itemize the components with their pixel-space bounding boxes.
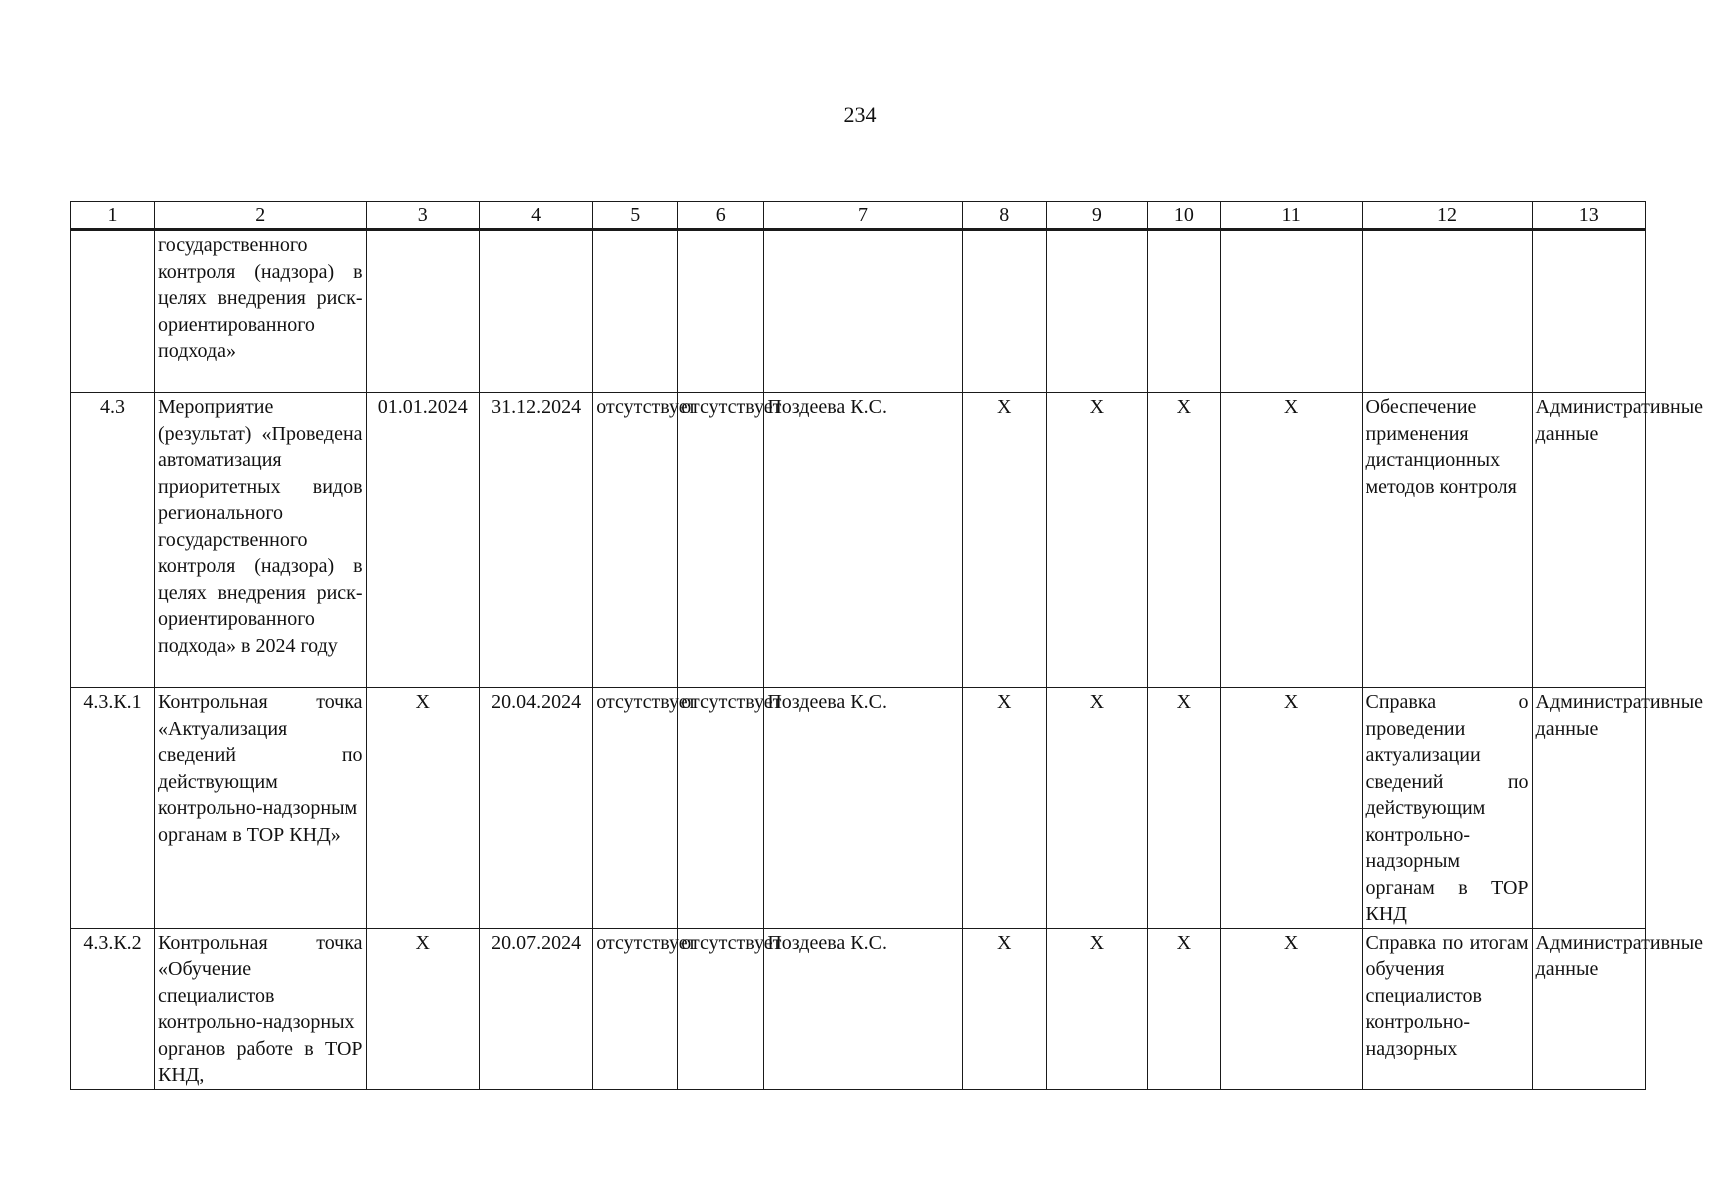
row-number-cell: 4.3.К.1 [71,688,155,929]
column-10-cell: Х [1147,928,1220,1089]
responsible-cell [764,230,962,393]
column-header: 6 [678,202,764,230]
column-header: 3 [366,202,479,230]
source-cell: Административные данные [1532,393,1645,688]
plan-table [70,201,1704,1090]
table-row [71,393,1646,688]
end-date-cell: 31.12.2024 [479,393,592,688]
column-8-cell: Х [962,393,1046,688]
column-10-cell: Х [1147,688,1220,929]
column-header: 12 [1362,202,1532,230]
column-header: 2 [155,202,367,230]
column-11-cell: Х [1220,688,1362,929]
column-6-cell: отсутствует [678,688,764,929]
column-5-cell: отсутствует [593,688,678,929]
column-header: 5 [593,202,678,230]
column-9-cell: Х [1046,688,1147,929]
responsible-cell: Поздеева К.С. [764,393,962,688]
row-number-cell [71,230,155,393]
column-5-cell: отсутствует [593,928,678,1089]
column-9-cell: Х [1046,928,1147,1089]
end-date-cell: 20.04.2024 [479,688,592,929]
row-number-cell: 4.3 [71,393,155,688]
column-6-cell [678,230,764,393]
start-date-cell: Х [366,688,479,929]
column-11-cell [1220,230,1362,393]
column-8-cell: Х [962,928,1046,1089]
column-6-cell: отсутствует [678,393,764,688]
column-number-row [71,202,1646,230]
column-header: 9 [1046,202,1147,230]
column-header: 10 [1147,202,1220,230]
column-8-cell: Х [962,688,1046,929]
table-row [71,688,1646,929]
end-date-cell: 20.07.2024 [479,928,592,1089]
column-11-cell: Х [1220,928,1362,1089]
source-cell [1532,230,1645,393]
row-name-cell: Контрольная точка «Обучение специалистов контрольно-надзорных органов работе в ТОР КНД, [155,928,367,1089]
responsible-cell: Поздеева К.С. [764,688,962,929]
end-date-cell [479,230,592,393]
column-5-cell [593,230,678,393]
column-9-cell [1046,230,1147,393]
column-header: 11 [1220,202,1362,230]
table-row [71,928,1646,1089]
description-cell: Справка о проведении актуализации сведений по действующим контрольно-надзорным органам в ТОР КНД [1362,688,1532,929]
row-name-cell: Контрольная точка «Актуализация сведений по действующим контрольно-надзорным органам в ТОР КНД» [155,688,367,929]
start-date-cell: Х [366,928,479,1089]
start-date-cell [366,230,479,393]
column-header: 8 [962,202,1046,230]
column-5-cell: отсутствует [593,393,678,688]
description-cell [1362,230,1532,393]
start-date-cell: 01.01.2024 [366,393,479,688]
column-10-cell: Х [1147,393,1220,688]
column-10-cell [1147,230,1220,393]
column-11-cell: Х [1220,393,1362,688]
table-row [71,230,1646,393]
source-cell: Административные данные [1532,688,1645,929]
column-9-cell: Х [1046,393,1147,688]
column-header: 4 [479,202,592,230]
column-6-cell: отсутствует [678,928,764,1089]
source-cell: Административные данные [1532,928,1645,1089]
page-number: 234 [843,102,877,127]
row-name-cell: государственного контроля (надзора) в целях внедрения риск-ориентированного подхода» [155,230,367,393]
column-8-cell [962,230,1046,393]
description-cell: Справка по итогам обучения специалистов контрольно-надзорных [1362,928,1532,1089]
column-header: 1 [71,202,155,230]
row-number-cell: 4.3.К.2 [71,928,155,1089]
description-cell: Обеспечение применения дистанционных методов контроля [1362,393,1532,688]
column-header: 13 [1532,202,1645,230]
column-header: 7 [764,202,962,230]
responsible-cell: Поздеева К.С. [764,928,962,1089]
row-name-cell: Мероприятие (результат) «Проведена автоматизация приоритетных видов регионального государственного контроля (надзора) в целях внедрения риск-ориентированного подхода» в 2024 году [155,393,367,688]
